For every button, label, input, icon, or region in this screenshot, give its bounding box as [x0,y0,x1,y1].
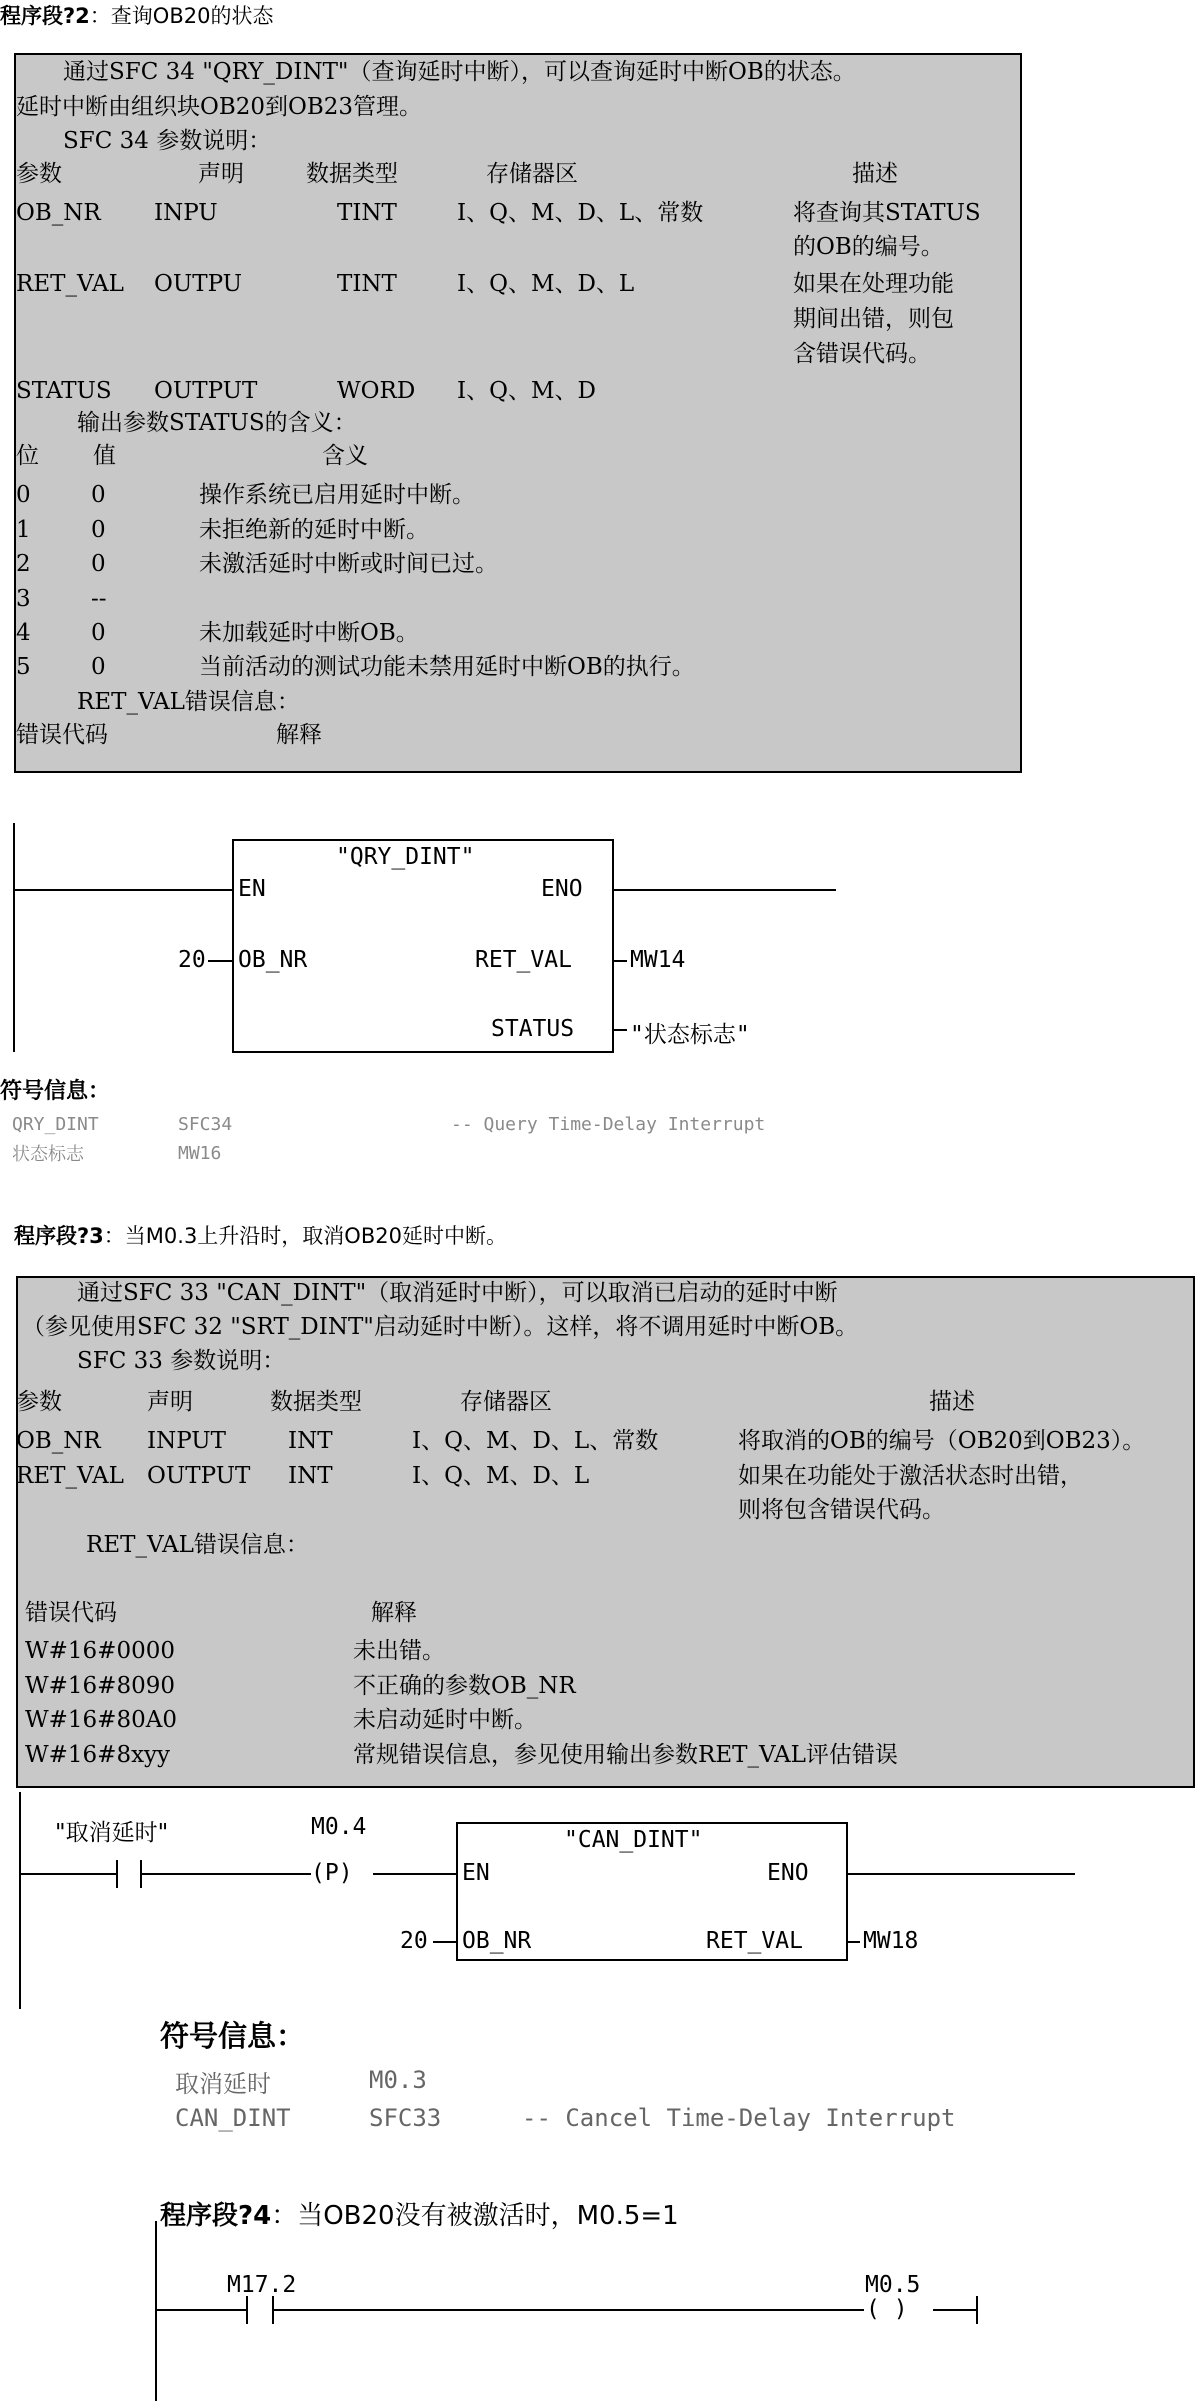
segment-label: 程序段?3 [14,1224,104,1248]
param-mem: I、Q、M、D、L、常数 [457,200,704,226]
segment-title: 查询OB20的状态 [110,4,274,28]
in-value: 20 [178,947,206,973]
status-meaning: 操作系统已启用延时中断。 [199,482,475,508]
col-header: 数据类型 [270,1389,362,1415]
in-pin: OB_NR [462,1928,532,1954]
err-code: W#16#8xyy [25,1742,171,1768]
param-desc: 将取消的OB的编号（OB20到OB23）。 [738,1428,1146,1454]
err-code: W#16#80A0 [25,1707,177,1733]
param-type: TINT [337,200,397,226]
status-val: 0 [91,517,106,543]
col-header: 描述 [852,161,898,187]
symbol-name: 取消延时 [175,2070,271,2098]
en-pin: EN [462,1860,490,1886]
param-mem: I、Q、M、D [457,378,596,404]
err-header: 解释 [276,722,322,748]
status-addr: "状态标志" [630,1022,750,1048]
contact-label: "取消延时" [55,1820,169,1846]
param-decl: INPUT [147,1428,227,1454]
col-header: 数据类型 [306,161,398,187]
param-name: OB_NR [16,1428,101,1454]
param-name: OB_NR [16,200,101,226]
status-bit: 2 [16,551,31,577]
coil-address: M0.4 [311,1814,367,1840]
segment-label: 程序段?2 [0,4,90,28]
ret-addr: MW14 [630,947,686,973]
status-bit: 0 [16,482,31,508]
col-header: 存储器区 [486,161,578,187]
param-type: INT [288,1463,333,1489]
symbol-name: 状态标志 [12,1144,84,1165]
col-header: 参数 [16,161,62,187]
status-val: -- [91,586,107,612]
status-val: 0 [91,482,106,508]
eno-pin: ENO [541,876,583,902]
err-text: 未启动延时中断。 [353,1707,537,1733]
status-meaning: 未加载延时中断OB。 [199,620,419,646]
param-type: INT [288,1428,333,1454]
intro-line: （参见使用SFC 32 "SRT_DINT"启动延时中断）。这样，将不调用延时中断OB。 [22,1314,859,1340]
in-value: 20 [400,1928,428,1954]
symbol-address: M0.3 [369,2066,427,2094]
param-desc: 期间出错，则包 [793,306,954,332]
param-desc: 如果在处理功能 [793,271,954,297]
param-mem: I、Q、M、D、L [412,1463,590,1489]
ret-pin: RET_VAL [706,1928,803,1954]
coil-p: (P) [311,1860,353,1886]
symbol-info-title: 符号信息： [0,1079,111,1104]
param-desc: 含错误代码。 [793,341,931,367]
symbol-address: MW16 [178,1143,222,1164]
param-type: WORD [337,378,416,404]
col-header: 声明 [147,1389,193,1415]
segment-4-header: 程序段?4：当OB20没有被激活时，M0.5=1 [160,2201,679,2231]
param-desc: 如果在功能处于激活状态时出错， [738,1463,1083,1489]
err-text: 未出错。 [353,1638,445,1664]
block-name: "QRY_DINT" [336,844,475,870]
err-header: 解释 [371,1600,417,1626]
symbol-comment: -- Query Time-Delay Interrupt [451,1114,766,1135]
status-header: 含义 [322,443,368,469]
status-val: 0 [91,620,106,646]
param-mem: I、Q、M、D、L、常数 [412,1428,659,1454]
contact-address: M17.2 [227,2272,297,2298]
param-decl: OUTPU [154,271,243,297]
err-text: 不正确的参数OB_NR [353,1673,576,1699]
status-pin: STATUS [491,1016,575,1042]
eno-pin: ENO [767,1860,809,1886]
err-code: W#16#0000 [25,1638,175,1664]
col-header: 存储器区 [460,1389,552,1415]
param-type: TINT [337,271,397,297]
param-decl: OUTPUT [154,378,258,404]
status-bit: 3 [16,586,31,612]
err-title: RET_VAL错误信息： [77,689,300,715]
status-val: 0 [91,551,106,577]
status-val: 0 [91,654,106,680]
status-header: 值 [93,443,116,469]
symbol-address: SFC33 [369,2104,442,2132]
symbol-name: CAN_DINT [175,2104,291,2132]
param-decl: OUTPUT [147,1463,251,1489]
symbol-info-title: 符号信息： [160,2019,306,2053]
block-name: "CAN_DINT" [564,1827,703,1853]
status-bit: 4 [16,620,31,646]
err-text: 常规错误信息，参见使用输出参数RET_VAL评估错误 [353,1742,898,1768]
param-decl: INPU [154,200,218,226]
col-header: 描述 [929,1389,975,1415]
symbol-address: SFC34 [178,1114,233,1135]
status-title: 输出参数STATUS的含义： [77,410,357,436]
segment-title: 当M0.3上升沿时，取消OB20延时中断。 [124,1224,507,1248]
status-bit: 5 [16,654,31,680]
param-name: RET_VAL [16,1463,124,1489]
param-desc: 的OB的编号。 [793,234,944,260]
segment-label: 程序段?4 [160,2201,272,2231]
symbol-name: QRY_DINT [12,1114,99,1135]
param-name: STATUS [16,378,112,404]
coil-address: M0.5 [865,2272,921,2298]
param-desc: 则将包含错误代码。 [738,1497,945,1523]
status-meaning: 未激活延时中断或时间已过。 [199,551,498,577]
segment-2-header: 程序段?2：查询OB20的状态 [0,4,274,28]
segment-title: 当OB20没有被激活时，M0.5=1 [297,2201,679,2231]
param-title: SFC 34 参数说明： [63,128,272,154]
param-desc: 将查询其STATUS [793,200,981,226]
param-name: RET_VAL [16,271,124,297]
status-header: 位 [16,443,39,469]
col-header: 声明 [198,161,244,187]
ret-pin: RET_VAL [475,947,572,973]
ret-addr: MW18 [863,1928,919,1954]
symbol-comment: -- Cancel Time-Delay Interrupt [522,2104,956,2132]
err-header: 错误代码 [25,1600,117,1626]
segment-3-header: 程序段?3：当M0.3上升沿时，取消OB20延时中断。 [14,1224,507,1248]
status-bit: 1 [16,517,31,543]
status-meaning: 当前活动的测试功能未禁用延时中断OB的执行。 [199,654,695,680]
param-mem: I、Q、M、D、L [457,271,635,297]
status-meaning: 未拒绝新的延时中断。 [199,517,429,543]
intro-line: 通过SFC 34 "QRY_DINT"（查询延时中断），可以查询延时中断OB的状态。 [63,59,856,85]
err-code: W#16#8090 [25,1673,175,1699]
param-title: SFC 33 参数说明： [77,1348,286,1374]
coil: ( ) [866,2296,908,2322]
intro-line: 延时中断由组织块OB20到OB23管理。 [16,94,423,120]
in-pin: OB_NR [238,947,308,973]
col-header: 参数 [16,1389,62,1415]
intro-line: 通过SFC 33 "CAN_DINT"（取消延时中断），可以取消已启动的延时中断 [77,1280,838,1306]
en-pin: EN [238,876,266,902]
err-header: 错误代码 [16,722,108,748]
err-title: RET_VAL错误信息： [86,1532,309,1558]
